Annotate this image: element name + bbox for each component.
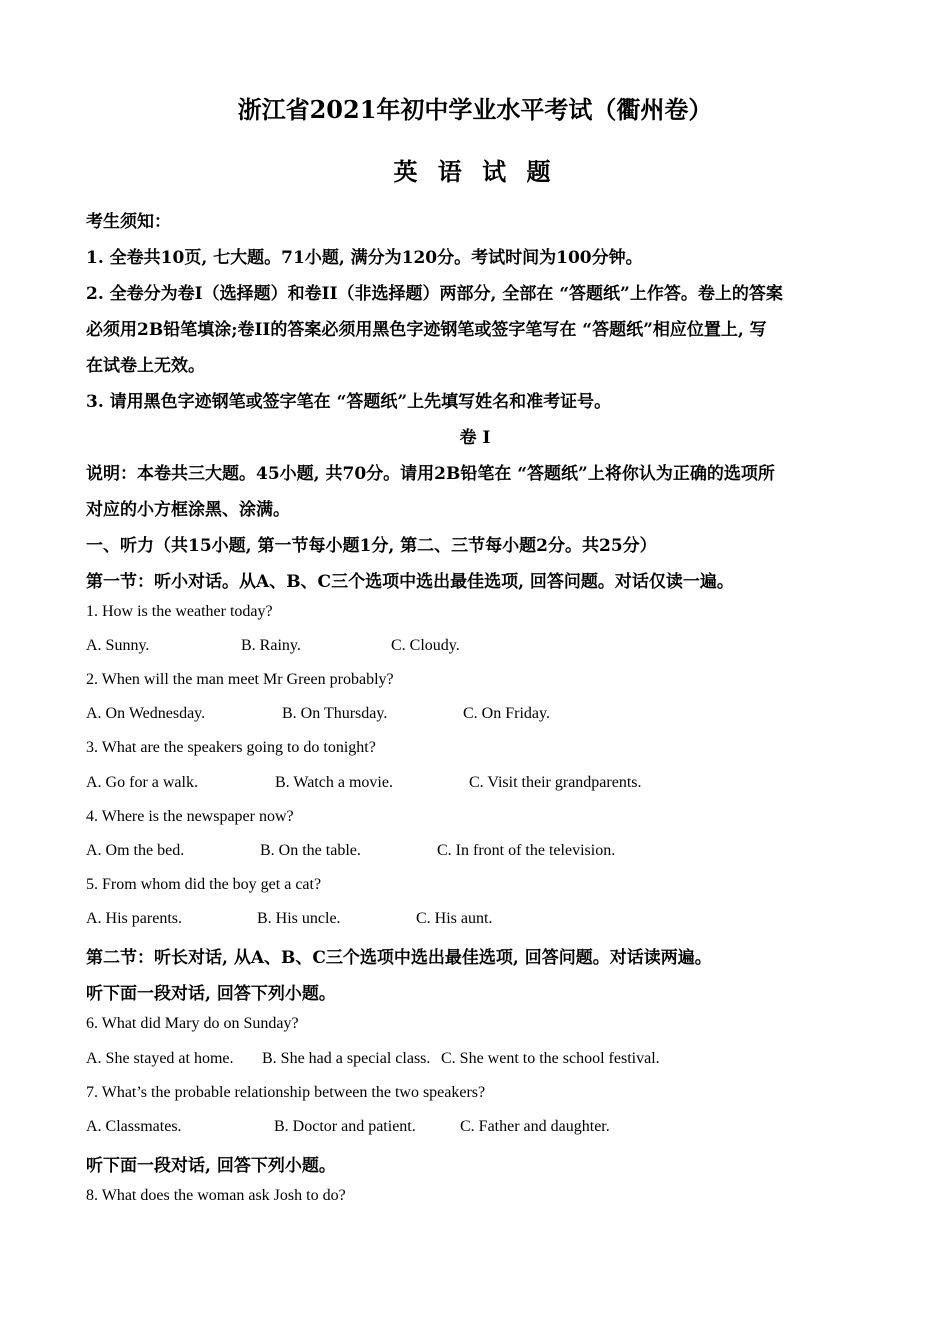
section-heading: 一、听力（共15小题, 第一节每小题1分, 第二、三节每小题2分。共25分） — [86, 536, 657, 556]
option-b: B. Watch a movie. — [275, 774, 393, 791]
question-4: 4. Where is the newspaper now? — [86, 808, 294, 825]
exam-subtitle: 英 语 试 题 — [393, 157, 557, 186]
notice-line-3: 3. 请用黑色字迹钢笔或签字笔在 “答题纸”上先填写姓名和准考证号。 — [86, 392, 612, 412]
part-desc-a: 说明：本卷共三大题。45小题, 共70分。请用2B铅笔在 “答题纸”上将你认为正确的选项所 — [86, 464, 775, 484]
question-2: 2. When will the man meet Mr Green probably? — [86, 671, 394, 688]
option-c: C. Visit their grandparents. — [469, 774, 642, 791]
question-5: 5. From whom did the boy get a cat? — [86, 876, 322, 893]
question-3: 3. What are the speakers going to do tonight? — [86, 739, 376, 756]
option-a: A. Sunny. — [86, 637, 150, 654]
notice-line-1: 1. 全卷共10页, 七大题。71小题, 满分为120分。考试时间为100分钟。 — [86, 248, 643, 268]
part-desc-b: 对应的小方框涂黑、涂满。 — [86, 500, 290, 520]
notice-line-2c: 在试卷上无效。 — [86, 356, 205, 376]
option-a: A. Classmates. — [86, 1118, 182, 1135]
question-6: 6. What did Mary do on Sunday? — [86, 1015, 299, 1032]
option-c: C. She went to the school festival. — [441, 1050, 660, 1067]
option-b: B. Rainy. — [241, 637, 301, 654]
exam-title: 浙江省2021年初中学业水平考试（衢州卷） — [237, 95, 713, 124]
option-b: B. On Thursday. — [282, 705, 388, 722]
question-1: 1. How is the weather today? — [86, 603, 273, 620]
option-a: A. Go for a walk. — [86, 774, 198, 791]
part-label: 卷 I — [459, 428, 491, 448]
option-a: A. His parents. — [86, 910, 182, 927]
option-a: A. On Wednesday. — [86, 705, 206, 722]
question-7: 7. What’s the probable relationship between the two speakers? — [86, 1084, 486, 1101]
option-c: C. In front of the television. — [437, 842, 616, 859]
option-c: C. Cloudy. — [391, 637, 460, 654]
notice-heading: 考生须知： — [86, 212, 171, 232]
option-b: B. On the table. — [260, 842, 361, 859]
option-b: B. Doctor and patient. — [274, 1118, 416, 1135]
option-c: C. On Friday. — [463, 705, 550, 722]
dialog-intro-1: 听下面一段对话, 回答下列小题。 — [86, 984, 336, 1004]
section-2-heading: 第二节：听长对话, 从A、B、C三个选项中选出最佳选项, 回答问题。对话读两遍。 — [86, 948, 712, 968]
dialog-intro-2: 听下面一段对话, 回答下列小题。 — [86, 1156, 336, 1176]
option-c: C. Father and daughter. — [460, 1118, 610, 1135]
notice-line-2a: 2. 全卷分为卷I（选择题）和卷II（非选择题）两部分, 全部在 “答题纸”上作答。卷上的答案 — [86, 284, 783, 304]
section-1-heading: 第一节：听小对话。从A、B、C三个选项中选出最佳选项, 回答问题。对话仅读一遍。 — [86, 572, 734, 592]
question-8: 8. What does the woman ask Josh to do? — [86, 1187, 346, 1204]
option-b: B. She had a special class. — [262, 1050, 431, 1067]
option-b: B. His uncle. — [257, 910, 341, 927]
option-a: A. She stayed at home. — [86, 1050, 234, 1067]
notice-line-2b: 必须用2B铅笔填涂;卷II的答案必须用黑色字迹钢笔或签字笔写在 “答题纸”相应位置上, 写 — [86, 320, 767, 340]
option-a: A. Om the bed. — [86, 842, 185, 859]
option-c: C. His aunt. — [416, 910, 493, 927]
